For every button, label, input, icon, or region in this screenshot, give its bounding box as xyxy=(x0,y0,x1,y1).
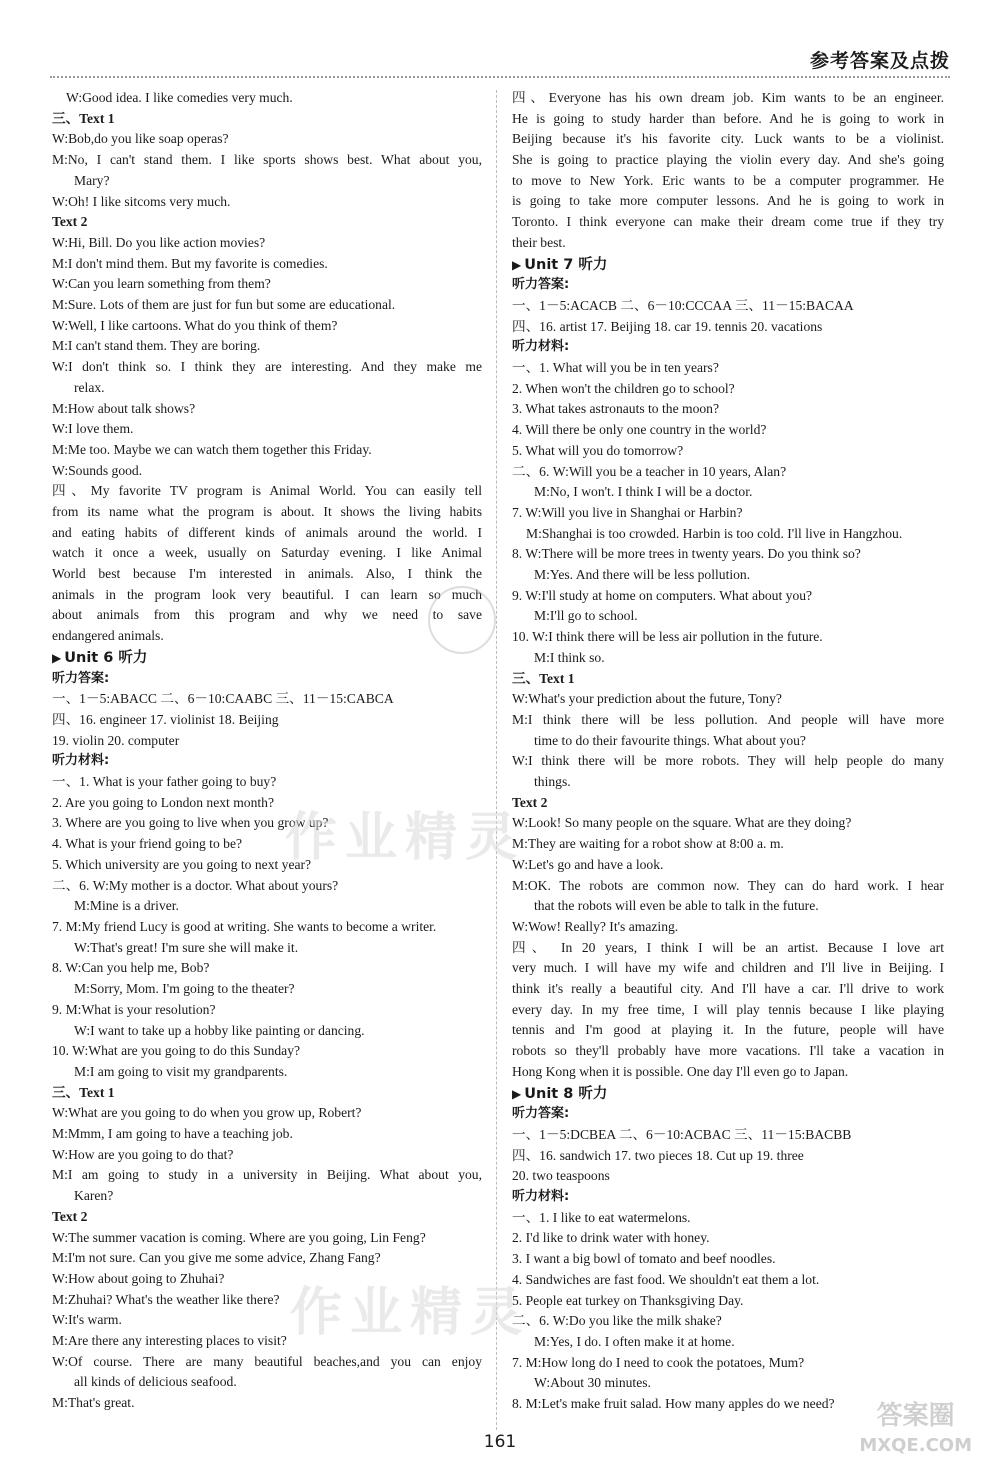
text-line: 一、1－5:ACACB 二、6－10:CCCAA 三、11－15:BACAA xyxy=(512,297,854,313)
text-line: 一、1. What will you be in ten years? xyxy=(512,360,719,376)
text-line: M:Yes. And there will be less pollution. xyxy=(534,567,751,583)
section-heading: 三、Text 1 xyxy=(52,1084,115,1100)
text-line: 5. People eat turkey on Thanksgiving Day. xyxy=(512,1292,744,1308)
right-column xyxy=(512,88,944,1415)
text-line: M:I can't stand them. They are boring. xyxy=(52,338,261,354)
text-line: W:Bob,do you like soap operas? xyxy=(52,131,229,147)
text-line: W:Sounds good. xyxy=(52,462,143,478)
watermark-text: 作业精灵 xyxy=(285,808,526,868)
text-line: that the robots will even be able to talk in the future. xyxy=(534,898,819,914)
text-line: 4. What is your friend going to be? xyxy=(52,836,243,852)
text-line: Hong Kong when it is possible. One day I'll even go to Japan. xyxy=(512,1063,849,1079)
text-line: 3. What takes astronauts to the moon? xyxy=(512,401,720,417)
text-line: M:Sorry, Mom. I'm going to the theater? xyxy=(74,981,295,997)
subsection-label: 听力材料: xyxy=(512,1189,570,1205)
text-line: M:I think so. xyxy=(534,649,605,665)
text-line: Toronto. I think everyone can make their dream come true if they try xyxy=(512,214,944,230)
text-line: W:I want to take up a hobby like painting or dancing. xyxy=(74,1022,365,1038)
text-line: 二、6. W:My mother is a doctor. What about yours? xyxy=(52,877,339,893)
text-line: 19. violin 20. computer xyxy=(52,732,180,748)
text-line: M:That's great. xyxy=(52,1395,135,1411)
text-line: 2. Are you going to London next month? xyxy=(52,794,275,810)
unit-heading xyxy=(52,648,482,669)
unit-heading xyxy=(512,1084,944,1105)
text-line: W:I love them. xyxy=(52,421,134,437)
text-line: 四、 In 20 years, I think I will be an artist. Because I love art xyxy=(512,939,944,955)
text-line: 2. I'd like to drink water with honey. xyxy=(512,1230,710,1246)
text-line: endangered animals. xyxy=(52,628,164,644)
text-line: tennis and I'm good at playing it. In the future, people will have xyxy=(512,1022,944,1038)
text-line: 8. W:Can you help me, Bob? xyxy=(52,960,210,976)
text-line: Karen? xyxy=(74,1188,114,1204)
text-line: all kinds of delicious seafood. xyxy=(74,1374,237,1390)
text-line: 7. M:How long do I need to cook the potatoes, Mum? xyxy=(512,1354,805,1370)
corner-logo-url: MXQE.COM xyxy=(859,1435,972,1456)
text-line: M:Are there any interesting places to visit? xyxy=(52,1333,287,1349)
text-line: M:Sure. Lots of them are just for fun but some are educational. xyxy=(52,297,396,313)
text-line: 3. Where are you going to live when you grow up? xyxy=(52,815,329,831)
text-line: 一、1－5:DCBEA 二、6－10:ACBAC 三、11－15:BACBB xyxy=(512,1126,852,1142)
header-title: 参考答案及点拨 xyxy=(809,50,950,72)
column-divider xyxy=(496,90,497,1430)
text-line: 20. two teaspoons xyxy=(512,1168,610,1184)
text-line: 二、6. W:Do you like the milk shake? xyxy=(512,1313,722,1329)
text-line: W:About 30 minutes. xyxy=(534,1375,651,1391)
page-number: 161 xyxy=(483,1432,517,1452)
text-line: 一、1. I like to eat watermelons. xyxy=(512,1209,691,1225)
text-line: 10. W:What are you going to do this Sunday? xyxy=(52,1043,301,1059)
triangle-icon: ▶ xyxy=(52,650,62,665)
unit-heading xyxy=(512,255,944,276)
text-line: M:I'll go to school. xyxy=(534,608,638,624)
text-line: W:Let's go and have a look. xyxy=(512,856,664,872)
section-heading: Text 2 xyxy=(512,794,548,810)
text-line: W:Well, I like cartoons. What do you think of them? xyxy=(52,317,338,333)
text-line: M:No, I can't stand them. I like sports shows best. What about you, xyxy=(52,152,482,168)
text-line: 2. When won't the children go to school? xyxy=(512,380,735,396)
text-line: M:I am going to study in a university in Beijing. What about you, xyxy=(52,1167,482,1183)
watermark-text: 作业精灵 xyxy=(290,1283,531,1343)
text-line: 四、My favorite TV program is Animal World. You can easily tell xyxy=(52,483,482,499)
text-line: W:Wow! Really? It's amazing. xyxy=(512,918,679,934)
text-line: 8. W:There will be more trees in twenty years. Do you think so? xyxy=(512,546,861,562)
left-column xyxy=(52,88,482,1414)
text-line: 7. W:Will you live in Shanghai or Harbin? xyxy=(512,504,743,520)
text-line: M:No, I won't. I think I will be a doctor. xyxy=(534,484,753,500)
text-line: M:I don't mind them. But my favorite is comedies. xyxy=(52,255,328,271)
text-line: He is going to study harder than before. And he is going to work in xyxy=(512,110,944,126)
text-line: 四、16. sandwich 17. two pieces 18. Cut up 19. three xyxy=(512,1147,804,1163)
text-line: Beijing because it's his favorite city. Luck wants to be a violinist. xyxy=(512,131,944,147)
text-line: from its name what the program is about. It shows the living habits xyxy=(52,504,482,520)
section-heading: 三、Text 1 xyxy=(512,670,575,686)
text-line: M:Shanghai is too crowded. Harbin is too cold. I'll live in Hangzhou. xyxy=(526,525,903,541)
text-line: and eating habits of different kinds of animals around the world. I xyxy=(52,524,482,540)
text-line: about animals from this program and why we need to save xyxy=(52,607,482,623)
text-line: 二、6. W:Will you be a teacher in 10 years, Alan? xyxy=(512,463,787,479)
page-header xyxy=(50,40,950,78)
text-line: 8. M:Let's make fruit salad. How many apples do we need? xyxy=(512,1396,835,1412)
text-line: W:Hi, Bill. Do you like action movies? xyxy=(52,234,266,250)
section-heading: Text 2 xyxy=(52,1208,88,1224)
section-heading: 三、Text 1 xyxy=(52,110,115,126)
text-line: M:Zhuhai? What's the weather like there? xyxy=(52,1291,280,1307)
unit-heading-text: Unit 7 听力 xyxy=(524,256,608,273)
corner-logo xyxy=(859,1401,972,1461)
section-heading: Text 2 xyxy=(52,214,88,230)
text-line: 4. Sandwiches are fast food. We shouldn't eat them a lot. xyxy=(512,1271,820,1287)
text-line: very much. I will have my wife and children and I'll live in Beijing. I xyxy=(512,960,944,976)
text-line: relax. xyxy=(74,379,105,395)
text-line: 四、16. engineer 17. violinist 18. Beijing xyxy=(52,711,279,727)
text-line: M:They are waiting for a robot show at 8:00 a. m. xyxy=(512,836,784,852)
text-line: World best because I'm interested in animals. Also, I think the xyxy=(52,566,482,582)
text-line: W:Look! So many people on the square. What are they doing? xyxy=(512,815,852,831)
text-line: 四、Everyone has his own dream job. Kim wants to be an engineer. xyxy=(512,90,944,105)
text-line: 9. W:I'll study at home on computers. What about you? xyxy=(512,587,813,603)
text-line: Mary? xyxy=(74,172,110,188)
text-line: W:The summer vacation is coming. Where are you going, Lin Feng? xyxy=(52,1229,426,1245)
stamp-watermark xyxy=(428,586,496,654)
text-line: is going to take more computer lessons. And he is going to work in xyxy=(512,193,944,209)
text-line: 5. Which university are you going to next year? xyxy=(52,856,312,872)
text-line: M:OK. The robots are common now. They can do hard work. I hear xyxy=(512,877,944,893)
text-line: robots so they'll probably have more vacations. I'll take a vacation in xyxy=(512,1043,944,1059)
triangle-icon: ▶ xyxy=(512,257,522,272)
text-line: every day. In my free time, I will play tennis because I like playing xyxy=(512,1001,944,1017)
unit-heading-text: Unit 6 听力 xyxy=(64,649,148,666)
text-line: M:I'm not sure. Can you give me some advice, Zhang Fang? xyxy=(52,1250,381,1266)
text-line: W:Can you learn something from them? xyxy=(52,276,271,292)
text-line: W:How are you going to do that? xyxy=(52,1146,234,1162)
text-line: W:I think there will be more robots. They will help people do many xyxy=(512,753,944,769)
text-line: W:It's warm. xyxy=(52,1312,122,1328)
text-line: to move to New York. Eric wants to be a computer programmer. He xyxy=(512,172,944,188)
text-line: 四、16. artist 17. Beijing 18. car 19. tennis 20. vacations xyxy=(512,318,823,334)
text-line: things. xyxy=(534,774,571,790)
triangle-icon: ▶ xyxy=(512,1086,522,1101)
text-line: M:I am going to visit my grandparents. xyxy=(74,1063,288,1079)
text-line: 5. What will you do tomorrow? xyxy=(512,442,684,458)
text-line: 4. Will there be only one country in the world? xyxy=(512,422,767,438)
text-line: animals in the program look very beautiful. I can learn so much xyxy=(52,586,482,602)
unit-heading-text: Unit 8 听力 xyxy=(524,1085,608,1102)
text-line: their best. xyxy=(512,234,566,250)
text-line: W:What are you going to do when you grow up, Robert? xyxy=(52,1105,362,1121)
text-line: W:That's great! I'm sure she will make it. xyxy=(74,939,299,955)
text-line: M:Yes, I do. I often make it at home. xyxy=(534,1333,735,1349)
text-line: 7. M:My friend Lucy is good at writing. She wants to become a writer. xyxy=(52,918,437,934)
subsection-label: 听力答案: xyxy=(52,670,110,686)
text-line: think it's really a beautiful city. And I'll have a car. I'll drive to work xyxy=(512,981,944,997)
subsection-label: 听力答案: xyxy=(512,1106,570,1122)
text-line: M:How about talk shows? xyxy=(52,400,196,416)
text-line: M:I think there will be less pollution. And people will have more xyxy=(512,711,944,727)
text-line: 3. I want a big bowl of tomato and beef noodles. xyxy=(512,1251,776,1267)
text-line: W:Of course. There are many beautiful beaches,and you can enjoy xyxy=(52,1353,482,1369)
text-line: W:I don't think so. I think they are interesting. And they make me xyxy=(52,359,482,375)
text-line: 9. M:What is your resolution? xyxy=(52,1001,216,1017)
text-line: W:What's your prediction about the future, Tony? xyxy=(512,691,782,707)
text-line: M:Me too. Maybe we can watch them together this Friday. xyxy=(52,441,372,457)
text-line: 一、1. What is your father going to buy? xyxy=(52,774,277,790)
text-line: 10. W:I think there will be less air pollution in the future. xyxy=(512,629,823,645)
subsection-label: 听力材料: xyxy=(52,753,110,769)
text-line: W:Good idea. I like comedies very much. xyxy=(66,90,293,105)
text-line: W:How about going to Zhuhai? xyxy=(52,1270,225,1286)
text-line: time to do their favourite things. What about you? xyxy=(534,732,806,748)
text-line: M:Mine is a driver. xyxy=(74,898,179,914)
subsection-label: 听力材料: xyxy=(512,339,570,355)
text-line: W:Oh! I like sitcoms very much. xyxy=(52,193,231,209)
text-line: M:Mmm, I am going to have a teaching job. xyxy=(52,1126,293,1142)
text-line: watch it once a week, usually on Saturday evening. I like Animal xyxy=(52,545,482,561)
text-line: She is going to practice playing the violin every day. And she's going xyxy=(512,152,944,168)
text-line: 一、1－5:ABACC 二、6－10:CAABC 三、11－15:CABCA xyxy=(52,691,394,707)
corner-logo-text: 答案圈 xyxy=(876,1401,955,1431)
subsection-label: 听力答案: xyxy=(512,277,570,293)
